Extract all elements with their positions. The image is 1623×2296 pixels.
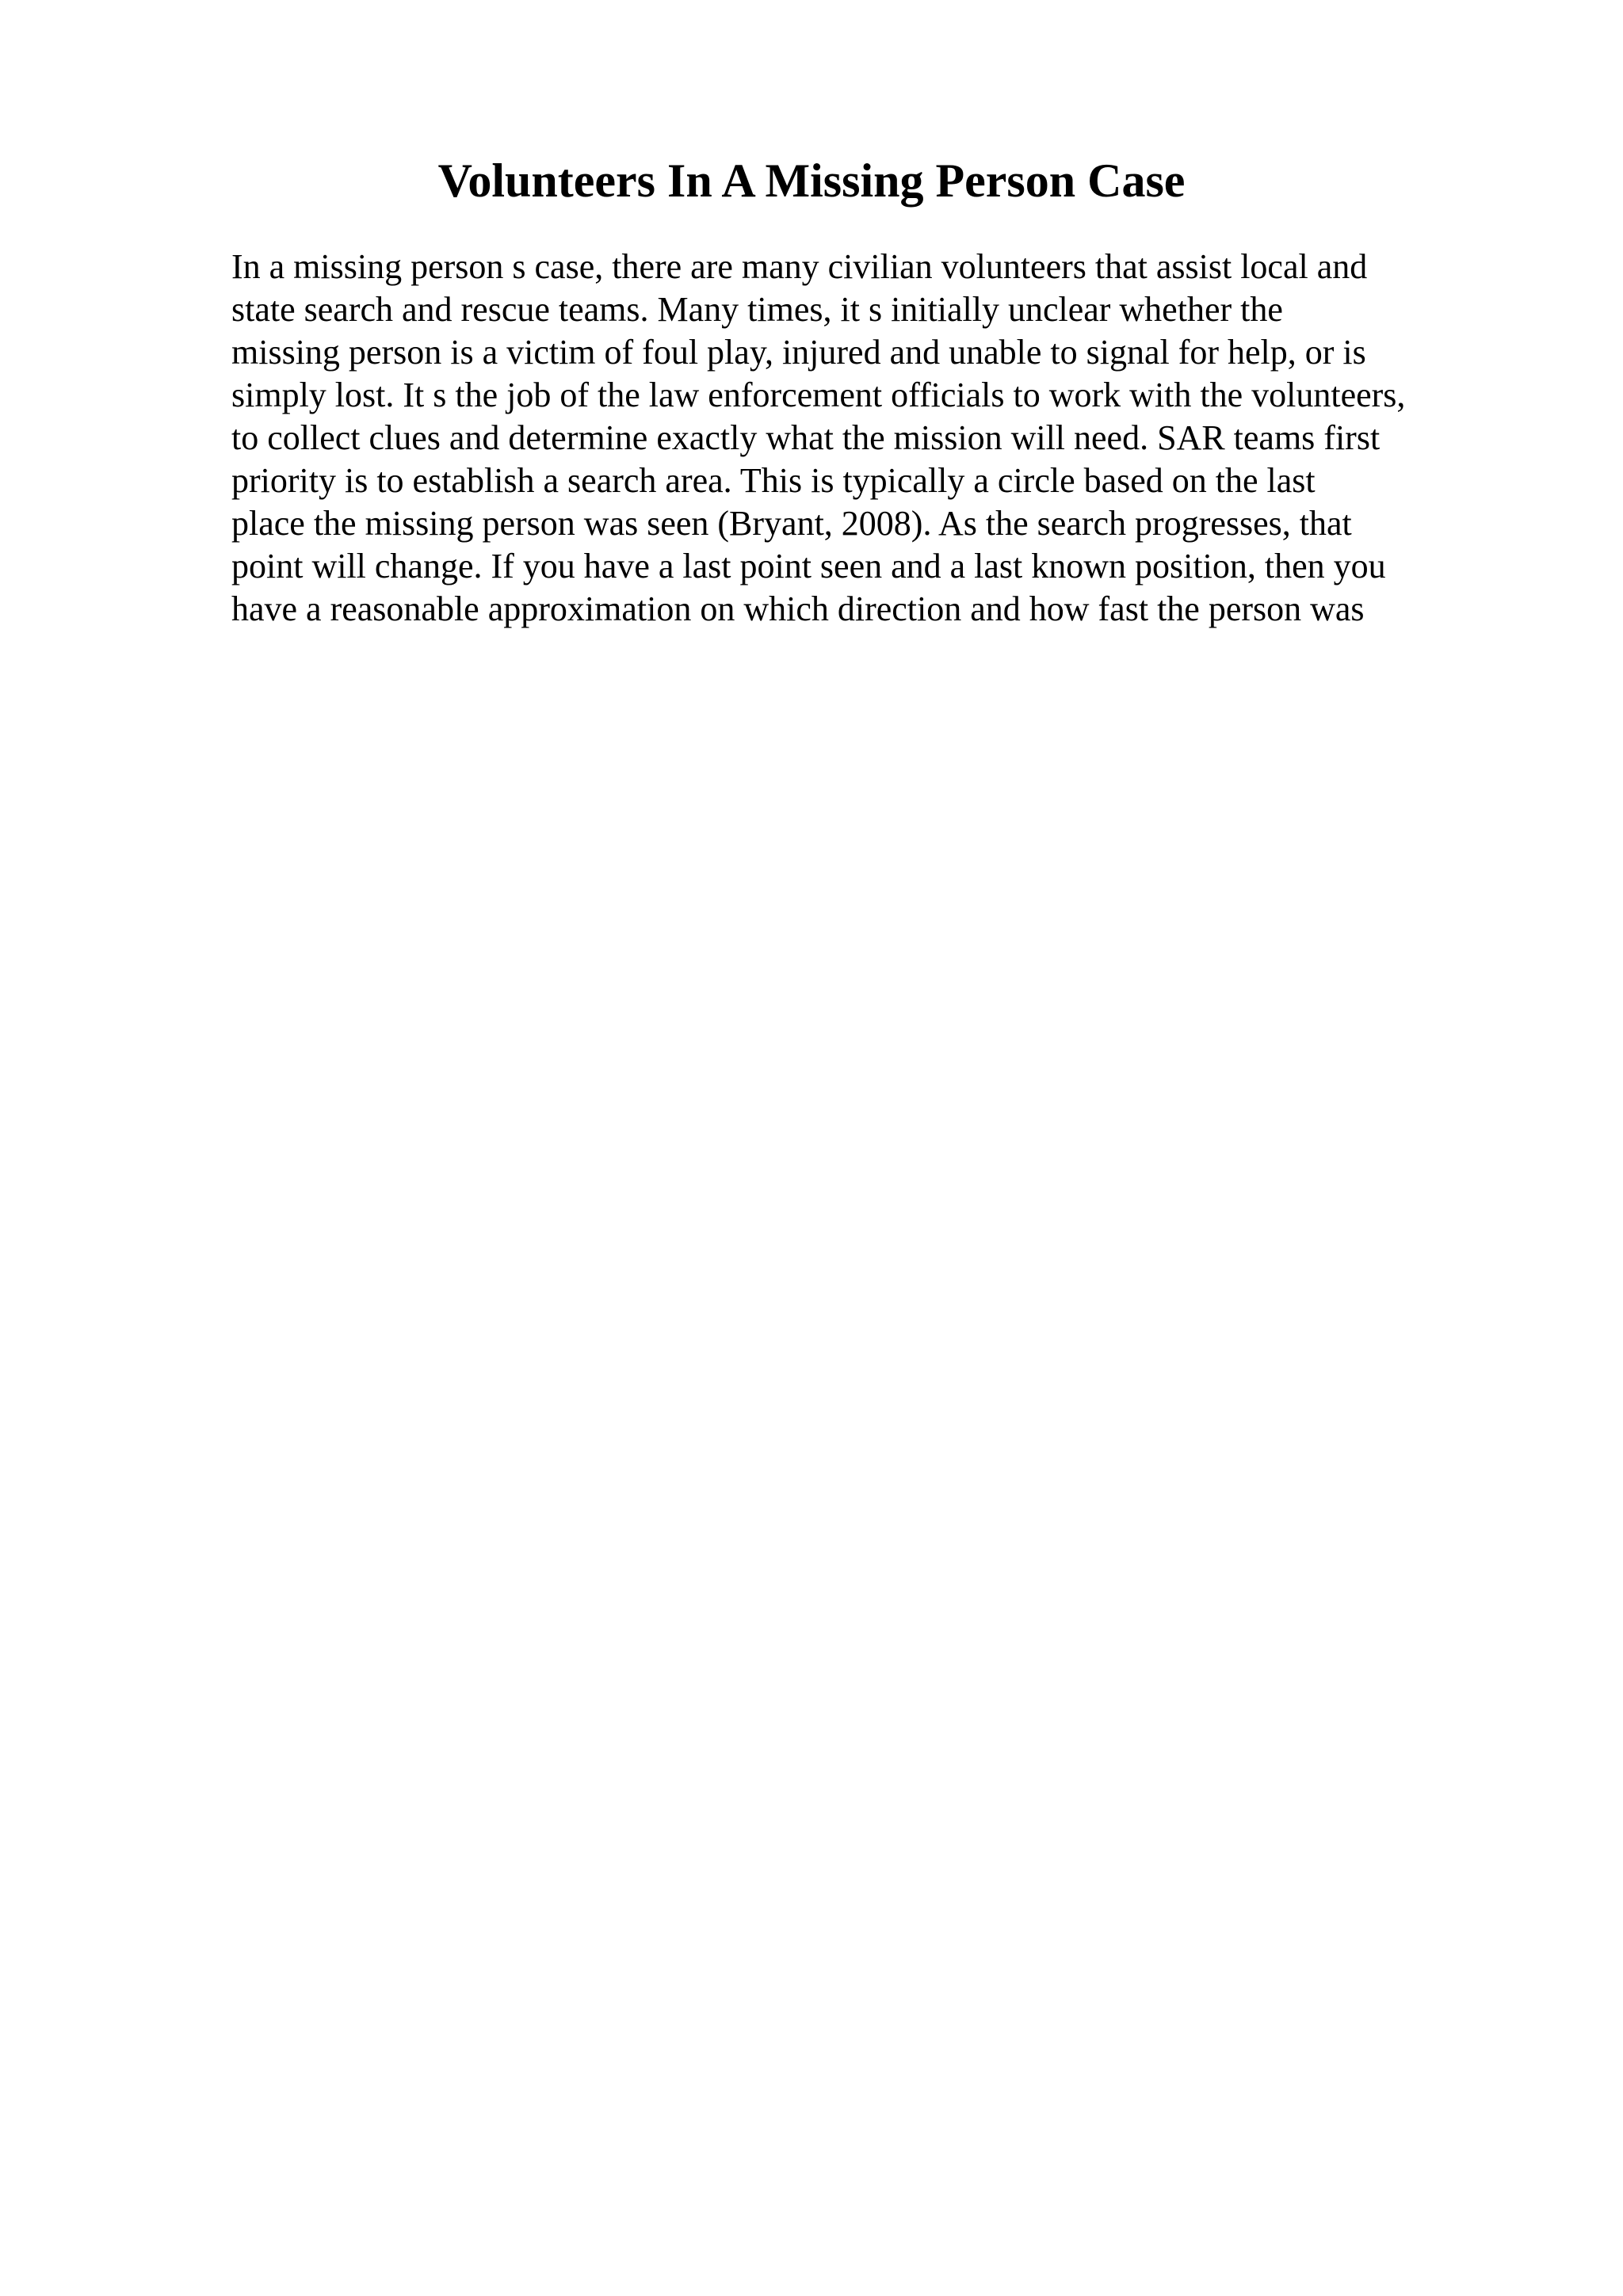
- body-line: to collect clues and determine exactly what the mission will need. SAR teams first: [231, 418, 1381, 457]
- body-line: simply lost. It s the job of the law enforcement officials to work with the volunteers,: [231, 376, 1406, 414]
- body-line: priority is to establish a search area. This is typically a circle based on the last: [231, 461, 1316, 500]
- body-line: state search and rescue teams. Many times, it s initially unclear whether the: [231, 290, 1283, 329]
- body-line: point will change. If you have a last point seen and a last known position, then you: [231, 547, 1386, 585]
- body-line: have a reasonable approximation on which direction and how fast the person was: [231, 589, 1365, 628]
- body-line: In a missing person s case, there are many civilian volunteers that assist local and: [231, 247, 1368, 286]
- document-title: Volunteers In A Missing Person Case: [437, 154, 1186, 207]
- body-line: place the missing person was seen (Bryant, 2008). As the search progresses, that: [231, 504, 1352, 543]
- document-body: [231, 246, 1499, 631]
- body-line: missing person is a victim of foul play, injured and unable to signal for help, or is: [231, 333, 1366, 372]
